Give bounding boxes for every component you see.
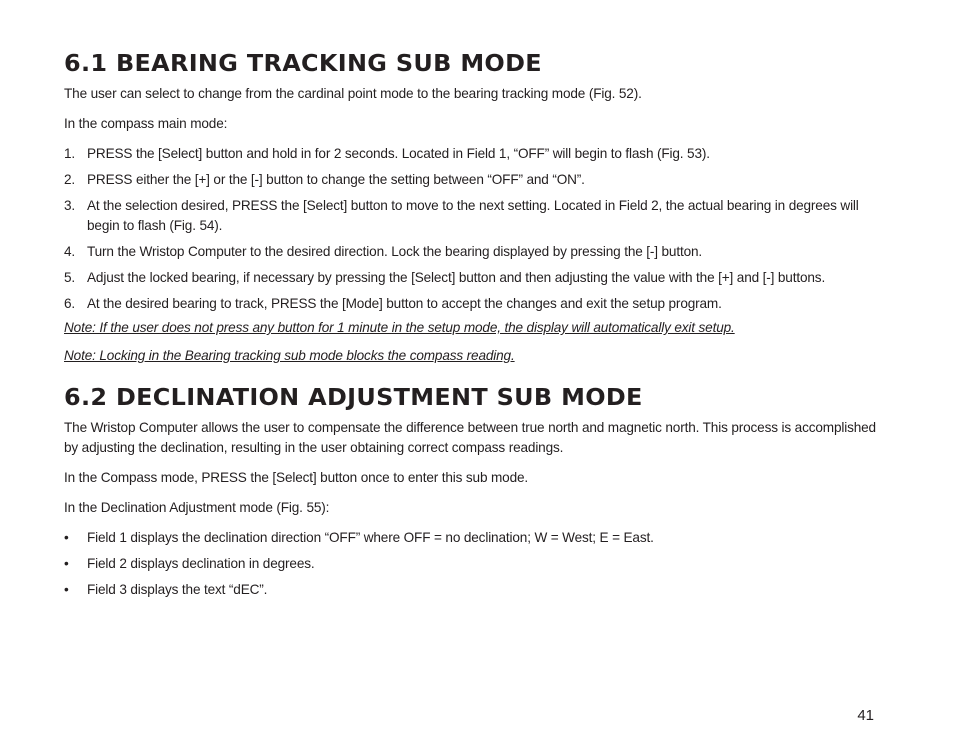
bullet: •	[64, 582, 69, 597]
step-text: At the selection desired, PRESS the [Select] button to move to the next setting. Located in Field 2, the actual bearing in degrees will begin to flash (Fig. 54).	[87, 198, 859, 233]
note-auto-exit: Note: If the user does not press any button for 1 minute in the setup mode, the display will automatically exit setup.	[64, 320, 735, 335]
list-item	[64, 528, 876, 548]
step-number: 3.	[64, 198, 76, 213]
step-number: 4.	[64, 244, 76, 259]
bullet-text: Field 1 displays the declination direction “OFF” where OFF = no declination; W = West; E = East.	[87, 530, 654, 545]
step-text: Turn the Wristop Computer to the desired direction. Lock the bearing displayed by pressing the [-] button.	[87, 244, 703, 259]
step-number: 1.	[64, 146, 76, 161]
fields-lead-paragraph: In the Declination Adjustment mode (Fig. 55):	[64, 500, 330, 515]
lead-paragraph: In the compass main mode:	[64, 116, 228, 131]
bullet-text: Field 3 displays the text “dEC”.	[87, 582, 268, 597]
section-title-declination: 6.2 DECLINATION ADJUSTMENT SUB MODE	[64, 385, 643, 411]
list-item	[64, 554, 876, 574]
intro-paragraph: The user can select to change from the cardinal point mode to the bearing tracking mode (Fig. 52).	[64, 86, 642, 101]
step-number: 2.	[64, 172, 76, 187]
declination-paragraph: The Wristop Computer allows the user to compensate the difference between true north and magnetic north. This process is accomplished by adjusting the declination, resulting in the user obtaining correct compass readings.	[64, 420, 876, 455]
page-number: 41	[857, 707, 874, 724]
step-text: Adjust the locked bearing, if necessary by pressing the [Select] button and then adjusting the value with the [+] and [-] buttons.	[87, 270, 826, 285]
step-text: At the desired bearing to track, PRESS the [Mode] button to accept the changes and exit the setup program.	[87, 296, 722, 311]
bullet: •	[64, 556, 69, 571]
list-item	[64, 196, 876, 236]
section-title-bearing-tracking: 6.1 BEARING TRACKING SUB MODE	[64, 51, 542, 77]
step-text: PRESS the [Select] button and hold in for 2 seconds. Located in Field 1, “OFF” will begin to flash (Fig. 53).	[87, 146, 710, 161]
note-locking: Note: Locking in the Bearing tracking sub mode blocks the compass reading.	[64, 348, 515, 363]
fields-list	[64, 528, 876, 600]
list-item	[64, 144, 876, 164]
list-item	[64, 268, 876, 288]
enter-submode-paragraph: In the Compass mode, PRESS the [Select] button once to enter this sub mode.	[64, 470, 529, 485]
bullet-text: Field 2 displays declination in degrees.	[87, 556, 315, 571]
step-text: PRESS either the [+] or the [-] button to change the setting between “OFF” and “ON”.	[87, 172, 585, 187]
steps-list	[64, 144, 876, 314]
step-number: 5.	[64, 270, 76, 285]
list-item	[64, 242, 876, 262]
bullet: •	[64, 530, 69, 545]
list-item	[64, 580, 876, 600]
step-number: 6.	[64, 296, 76, 311]
list-item	[64, 294, 876, 314]
page-content	[64, 50, 876, 606]
list-item	[64, 170, 876, 190]
